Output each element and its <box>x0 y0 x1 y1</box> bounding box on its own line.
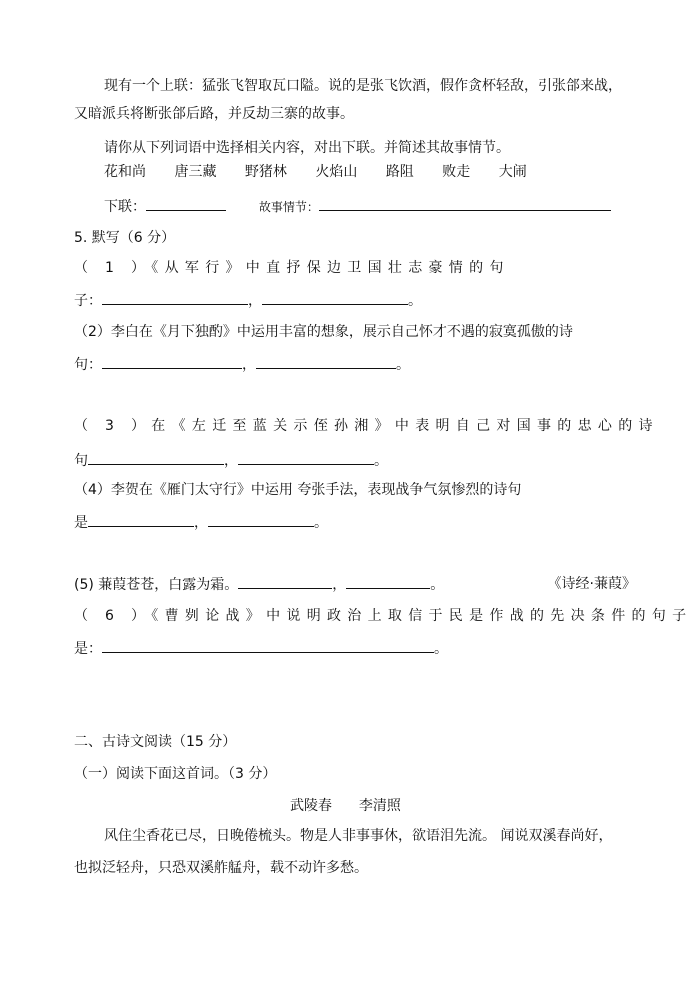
intro-instruction: 请你从下列词语中选择相关内容，对出下联。并简述其故事情节。 <box>104 140 510 156</box>
q5-item6-answer <box>74 638 448 659</box>
punct: 。 <box>314 515 328 531</box>
intro-line-1: 现有一个上联：猛张飞智取瓦口隘。说的是张飞饮酒，假作贪杯轻敌，引张郃来战， <box>104 78 622 94</box>
poem-line-1: 风住尘香花已尽，日晚倦梳头。物是人非事事休，欲语泪先流。 闻说双溪春尚好， <box>104 828 613 844</box>
answer-row <box>104 196 611 217</box>
punct: 。 <box>396 357 410 373</box>
q5-item4-prompt: （4）李贺在《雁门太守行》中运用 夸张手法，表现战争气氛惨烈的诗句 <box>74 482 522 498</box>
poem-title: 武陵春 <box>290 798 332 814</box>
word-item: 大闹 <box>498 164 527 180</box>
q5-item1-answer <box>74 290 422 311</box>
punct: 。 <box>434 641 448 657</box>
word-item: 败走 <box>442 164 471 180</box>
xialian-blank[interactable] <box>146 196 226 211</box>
word-item: 路阻 <box>385 164 414 180</box>
answer-blank[interactable] <box>238 574 332 589</box>
q5-item3-prompt: （ 3 ）在《左迁至蓝关示侄孙湘》中表明自己对国事的忠心的诗 <box>74 418 659 434</box>
item-prefix: 句 <box>74 453 88 469</box>
answer-blank[interactable] <box>208 512 314 527</box>
item-prefix: 是： <box>74 641 102 657</box>
answer-blank[interactable] <box>88 512 194 527</box>
word-item: 野猪林 <box>244 164 287 180</box>
punct: ， <box>332 577 347 593</box>
q5-item1-prompt: （ 1 ）《从军行》中直抒保边卫国壮志豪情的句 <box>74 260 510 276</box>
punct: ， <box>242 357 256 373</box>
word-item: 花和尚 <box>104 164 146 180</box>
answer-blank[interactable] <box>346 574 430 589</box>
answer-blank[interactable] <box>102 638 434 653</box>
intro-line-2: 又暗派兵将断张郃后路，并反劫三寨的故事。 <box>74 106 354 122</box>
punct: ， <box>248 293 262 309</box>
word-item: 唐三藏 <box>174 164 217 180</box>
plot-label: 故事情节： <box>258 200 319 214</box>
word-list <box>104 162 551 182</box>
q5-item5 <box>74 574 444 595</box>
answer-blank[interactable] <box>88 450 224 465</box>
punct: 。 <box>408 293 422 309</box>
poem-author: 李清照 <box>358 798 401 814</box>
q5-item2-answer <box>74 354 410 375</box>
q5-item6-prompt: （ 6 ）《曹刿论战》中说明政治上取信于民是作战的先决条件的句子 <box>74 608 693 624</box>
punct: ， <box>224 453 238 469</box>
q5-item2-prompt: （2）李白在《月下独酌》中运用丰富的想象，展示自己怀才不遇的寂寞孤傲的诗 <box>74 324 573 340</box>
plot-blank[interactable] <box>319 196 611 211</box>
item-prefix: 句： <box>74 357 102 373</box>
q5-item3-answer <box>74 450 388 471</box>
punct: ， <box>194 515 208 531</box>
q5-item5-source: 《诗经·蒹葭》 <box>547 576 636 592</box>
xialian-label: 下联： <box>104 199 146 215</box>
word-item: 火焰山 <box>315 164 358 180</box>
punct: 。 <box>430 577 445 593</box>
answer-blank[interactable] <box>102 354 242 369</box>
q5-heading: 5. 默写（6 分） <box>74 230 176 246</box>
answer-blank[interactable] <box>256 354 396 369</box>
answer-blank[interactable] <box>238 450 374 465</box>
q5-item4-answer <box>74 512 328 533</box>
section2-heading: 二、古诗文阅读（15 分） <box>74 734 237 750</box>
answer-blank[interactable] <box>262 290 408 305</box>
poem-title-row <box>290 796 401 816</box>
punct: 。 <box>374 453 388 469</box>
item-prompt: (5) 蒹葭苍苍，白露为霜。 <box>74 577 239 593</box>
answer-blank[interactable] <box>102 290 248 305</box>
item-prefix: 子： <box>74 293 102 309</box>
section2-subheading: （一）阅读下面这首词。（3 分） <box>74 766 277 782</box>
poem-line-2: 也拟泛轻舟，只恐双溪舴艋舟，载不动许多愁。 <box>74 860 368 876</box>
item-prefix: 是 <box>74 515 88 531</box>
